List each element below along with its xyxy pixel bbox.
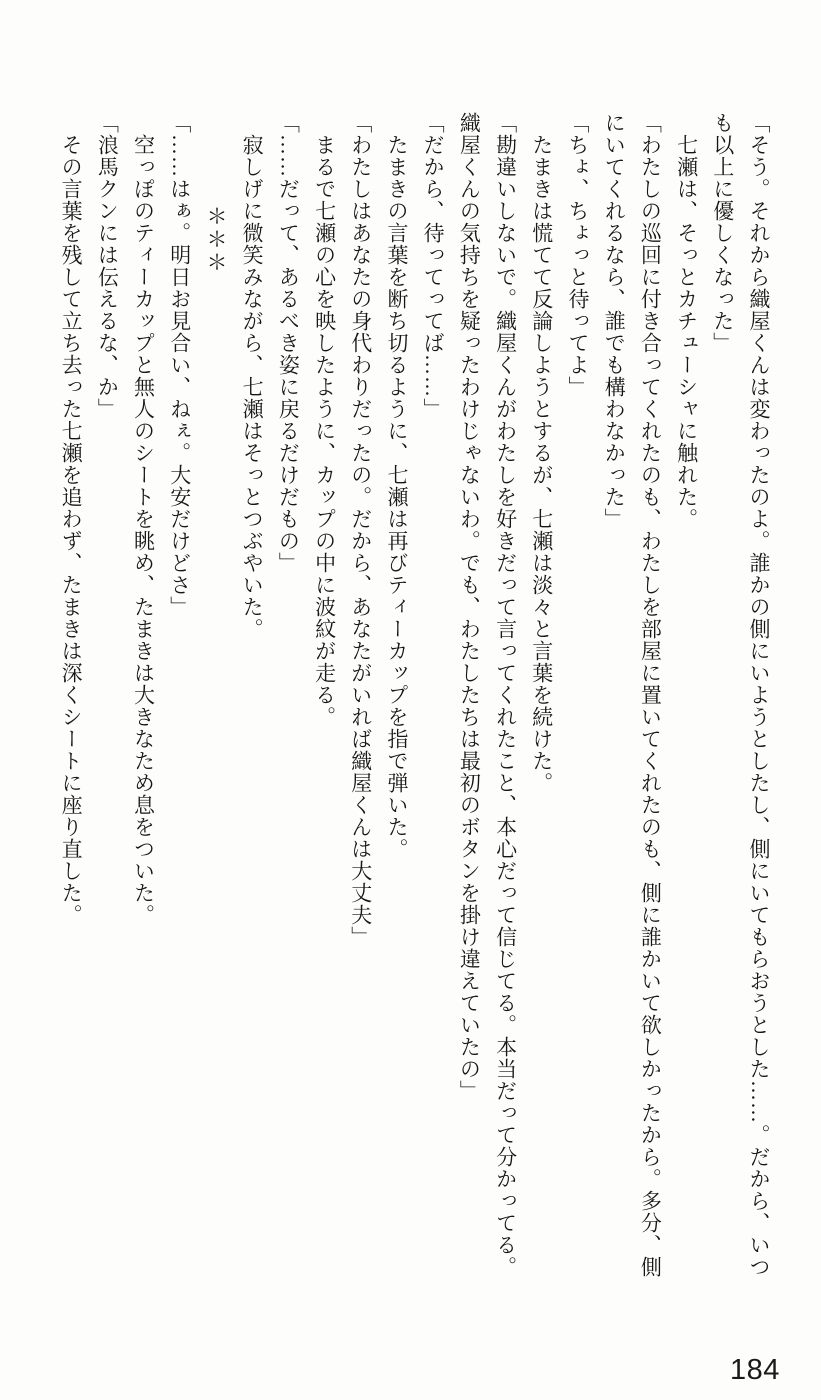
text-column: たまきの言葉を断ち切るように、七瀬は再びティーカップを指で弾いた。 (384, 134, 409, 860)
text-column: 「勘違いしないで。織屋くんがわたしを好きだって言ってくれたこと、本心だって信じてる。本当だって分かってる。 (493, 112, 518, 1278)
text-column: 「わたしの巡回に付き合ってくれたのも、わたしを部屋に置いてくれたのも、側に誰かいて欲しかったから。多分、側 (638, 112, 663, 1278)
text-column: 「ちょ、ちょっと待ってよ」 (565, 112, 590, 398)
text-column: たまきは慌てて反論しようとするが、七瀬は淡々と言葉を続けた。 (529, 134, 554, 794)
text-column: 「だから、待ってってば……」 (421, 112, 446, 420)
text-column: 「わたしはあなたの身代わりだったの。だから、あなたがいれば織屋くんは大丈夫」 (348, 112, 373, 948)
text-column: 「……はぁ。明日お見合い、ねぇ。大安だけどさ」 (167, 112, 192, 618)
text-column: 空っぽのティーカップと無人のシートを眺め、たまきは大きなため息をついた。 (131, 134, 156, 926)
text-column: も以上に優しくなった」 (710, 112, 735, 354)
text-column: 「浪馬クンには伝えるな、か」 (95, 112, 120, 420)
text-column: 「そう。それから織屋くんは変わったのよ。誰かの側にいようとしたし、側にいてもらおうとした……。だから、いつ (747, 112, 771, 1278)
text-column: 「……だって、あるべき姿に戻るだけだもの」 (276, 112, 301, 574)
text-column: にいてくれるなら、誰でも構わなかった」 (602, 112, 627, 530)
page-text-body (53, 112, 777, 1322)
text-column: 織屋くんの気持ちを疑ったわけじゃないわ。でも、わたしたちは最初のボタンを掛け違えていたの」 (457, 112, 482, 1102)
text-column: その言葉を残して立ち去った七瀬を追わず、たまきは深くシートに座り直した。 (59, 134, 84, 926)
text-column: 七瀬は、そっとカチューシャに触れた。 (674, 134, 699, 530)
text-column: 寂しげに微笑みながら、七瀬はそっとつぶやいた。 (240, 134, 265, 640)
text-column: まるで七瀬の心を映したように、カップの中に波紋が走る。 (312, 134, 337, 728)
section-break-marker: ＊＊＊ (203, 205, 228, 274)
page-number: 184 (730, 1354, 780, 1386)
